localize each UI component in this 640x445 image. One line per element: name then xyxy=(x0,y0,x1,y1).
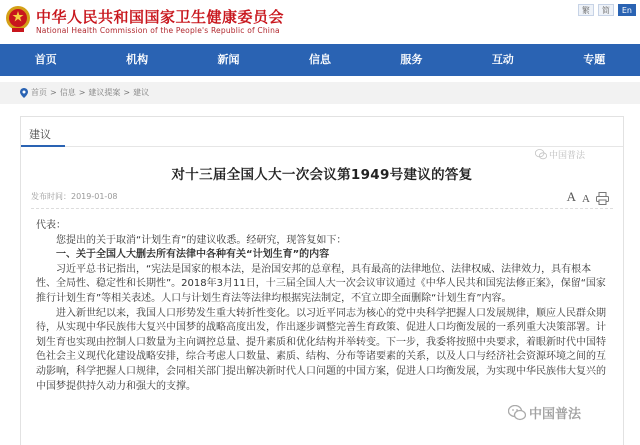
body-paragraph: 您提出的关于取消“计划生育”的建议收悉。经研究，现答复如下： xyxy=(56,234,347,246)
lang-english-link[interactable]: En xyxy=(618,4,636,16)
site-header xyxy=(0,0,640,44)
wechat-icon xyxy=(508,405,526,421)
article-meta xyxy=(31,189,613,209)
breadcrumb-separator: > xyxy=(50,88,57,97)
watermark-text: 中国普法 xyxy=(529,407,582,422)
article-container xyxy=(20,116,624,445)
wechat-icon xyxy=(535,149,547,160)
nav-item-topics[interactable]: 专题 xyxy=(583,53,606,66)
site-subtitle: National Health Commission of the People's Republic of China xyxy=(36,26,280,35)
breadcrumb-home[interactable]: 首页 xyxy=(31,88,47,97)
nav-item-home[interactable]: 首页 xyxy=(34,53,57,66)
body-paragraph: 习近平总书记指出，“宪法是国家的根本法，是治国安邦的总章程，具有最高的法律地位、法律权威、法律效力，具有根本性、全局性、稳定性和长期性”。2018年3月11日，十三届全国人大一次会议审议通过《中华人民共和国宪法修正案》，保留“国家推行计划生育”等相关表述。人口与计划生育法等法律均根据宪法制定，不宜立即全面删除“计划生育”内容。 xyxy=(36,263,606,304)
article-tools xyxy=(567,189,609,205)
site-title[interactable]: 中华人民共和国国家卫生健康委员会 xyxy=(36,8,285,26)
publish-date-value: 2019-01-08 xyxy=(71,192,118,201)
section-header xyxy=(21,117,623,147)
language-links xyxy=(578,4,636,16)
section-title: 建议 xyxy=(29,128,51,141)
body-salutation: 代表： xyxy=(36,220,66,231)
article-body xyxy=(36,219,611,394)
breadcrumb xyxy=(20,82,149,104)
national-emblem-icon[interactable] xyxy=(4,4,32,34)
watermark-side-text: 中国普法 xyxy=(549,151,586,161)
nav-item-information[interactable]: 信息 xyxy=(308,53,331,66)
lang-simplified-link[interactable]: 简 xyxy=(598,4,614,16)
nav-item-interaction[interactable]: 互动 xyxy=(491,53,514,66)
font-enlarge-button[interactable]: A xyxy=(566,189,577,204)
section-title-underline xyxy=(21,145,65,147)
breadcrumb-information[interactable]: 信息 xyxy=(59,88,76,97)
publish-date-label: 发布时间： xyxy=(31,192,71,201)
nav-item-services[interactable]: 服务 xyxy=(400,53,423,66)
font-shrink-button[interactable]: A xyxy=(582,193,590,205)
breadcrumb-separator: > xyxy=(78,88,86,97)
main-nav xyxy=(0,44,640,76)
nav-item-organization[interactable]: 机构 xyxy=(126,53,149,66)
breadcrumb-proposals[interactable]: 建议提案 xyxy=(88,88,121,97)
breadcrumb-separator: > xyxy=(123,88,131,97)
printer-icon[interactable] xyxy=(596,192,609,205)
publish-date xyxy=(31,191,118,202)
watermark xyxy=(508,403,581,422)
breadcrumb-suggestions[interactable]: 建议 xyxy=(133,88,150,97)
lang-traditional-link[interactable]: 繁 xyxy=(578,4,594,16)
nav-item-news[interactable]: 新闻 xyxy=(217,53,240,66)
body-paragraph: 进入新世纪以来，我国人口形势发生重大转折性变化。以习近平同志为核心的党中央科学把握人口发展规律，顺应人民群众期待，从实现中华民族伟大复兴中国梦的战略高度出发，作出逐步调整完善生育政策、促进人口均衡发展的一系列重大决策部署。计划生育也实现由控制人口数量为主向调控总量、提升素质和优化结构并举转变。下一步，我委将按照中央要求，着眼新时代中国特色社会主义现代化建设战略安排，综合考虑人口数量、素质、结构、分布等诸要素的关系，以及人口与经济社会资源环境之间的互动影响，科学把握人口规律，会同相关部门提出解决新时代人口问题的中国方案，促进人口均衡发展，为实现中华民族伟大复兴的中国梦提供持久动力和强大的支撑。 xyxy=(36,307,606,392)
body-heading: 一、关于全国人大删去所有法律中各种有关“计划生育”的内容 xyxy=(56,249,330,261)
watermark-side xyxy=(535,148,585,161)
article-title: 对十三届全国人大一次会议第1949号建议的答复 xyxy=(171,167,473,183)
location-pin-icon xyxy=(20,88,28,98)
breadcrumb-bar xyxy=(0,82,640,104)
